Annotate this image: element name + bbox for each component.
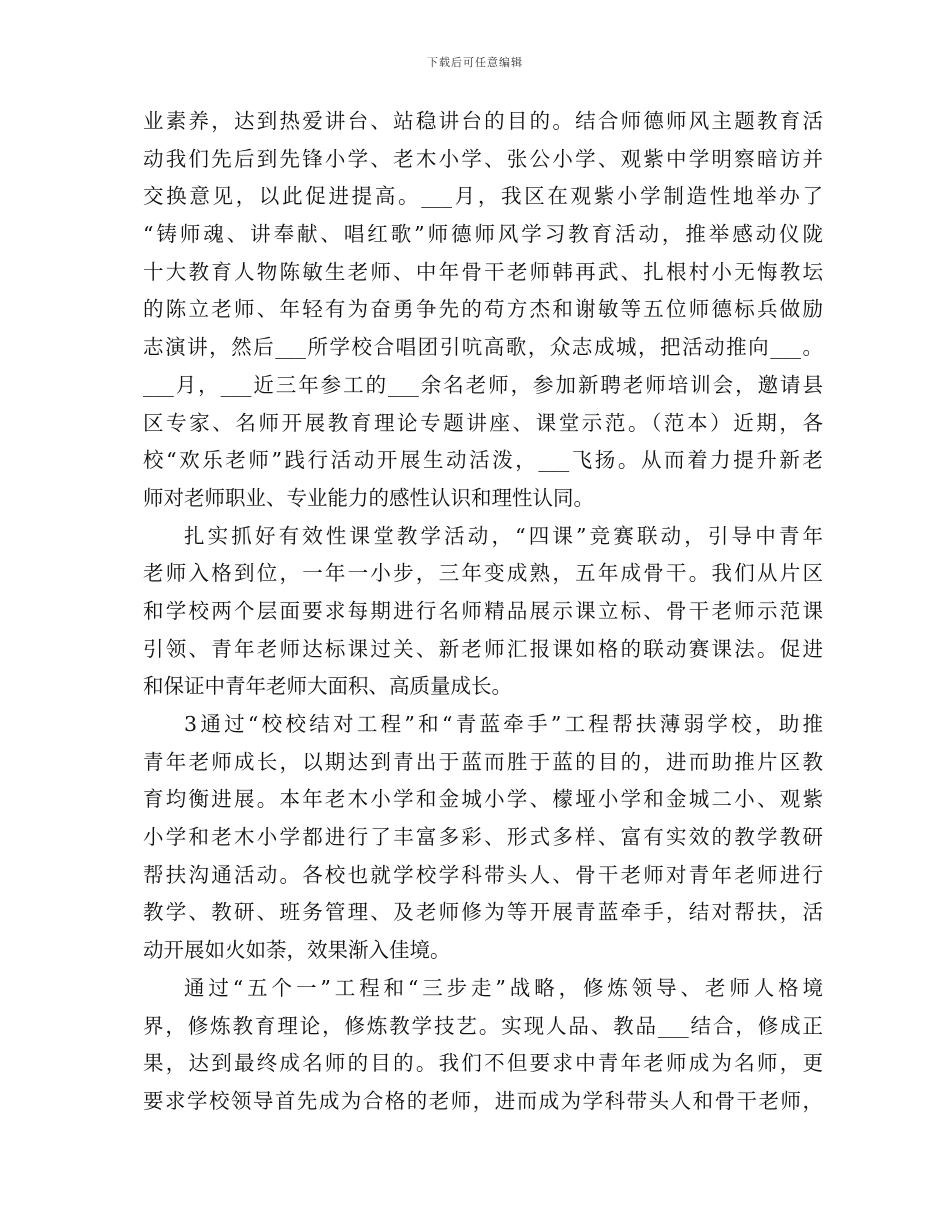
text-line: 教学、教研、班务管理、及老师修为等开展青蓝牵手，结对帮扶，活 [143, 900, 823, 925]
text-line: 十大教育人物陈敏生老师、中年骨干老师韩再武、扎根村小无悔教坛 [143, 259, 823, 284]
page-header: 下载后可任意编辑 [427, 56, 523, 69]
text-line: 动我们先后到先锋小学、老木小学、张公小学、观紫中学明察暗访并 [143, 146, 823, 171]
text-line: 动开展如火如荼，效果渐入佳境。 [143, 938, 451, 963]
text-line: 和保证中青年老师大面积、高质量成长。 [143, 674, 512, 699]
text-line: 帮扶沟通活动。各校也就学校学科带头人、骨干老师对青年老师进行 [143, 862, 823, 887]
text-line: 引领、青年老师达标课过关、新老师汇报课如格的联动赛课法。促进 [143, 636, 823, 661]
text-line: 青年老师成长，以期达到青出于蓝而胜于蓝的目的，进而助推片区教 [143, 749, 823, 774]
text-line: 小学和老木小学都进行了丰富多彩、形式多样、富有实效的教学教研 [143, 825, 823, 850]
text-line: 3通过“校校结对工程”和“青蓝牵手”工程帮扶薄弱学校，助推 [184, 712, 823, 736]
text-line: 区专家、名师开展教育理论专题讲座、课堂示范。（范本）近期，各 [143, 410, 823, 435]
text-line: 和学校两个层面要求每期进行名师精品展示课立标、骨干老师示范课 [143, 598, 823, 623]
text-line: 果，达到最终成名师的目的。我们不但要求中青年老师成为名师，更 [143, 1051, 823, 1076]
text-line: 交换意见，以此促进提高。___月，我区在观紫小学制造性地举办了 [143, 184, 823, 209]
document-body [143, 103, 823, 1121]
text-line: 志演讲，然后___所学校合唱团引吭高歌，众志成城，把活动推向___。 [143, 335, 823, 360]
text-line: 通过“五个一”工程和“三步走”战略，修炼领导、老师人格境 [184, 975, 823, 1000]
text-line: 的陈立老师、年轻有为奋勇争先的苟方杰和谢敏等五位师德标兵做励 [143, 297, 823, 322]
text-line: 校“欢乐老师”践行活动开展生动活泼，___飞扬。从而着力提升新老 [143, 448, 823, 473]
text-line: 要求学校领导首先成为合格的老师，进而成为学科带头人和骨干老师， [143, 1088, 823, 1113]
text-line: 老师入格到位，一年一小步，三年变成熟，五年成骨干。我们从片区 [143, 561, 823, 586]
text-line: 扎实抓好有效性课堂教学活动，“四课”竞赛联动，引导中青年 [184, 523, 823, 548]
text-line: 师对老师职业、专业能力的感性认识和理性认同。 [143, 485, 594, 510]
text-line: 界，修炼教育理论，修炼教学技艺。实现人品、教品___结合，修成正 [143, 1013, 823, 1038]
text-line: ___月，___近三年参工的___余名老师，参加新聘老师培训会，邀请县 [143, 372, 823, 397]
text-line: “铸师魂、讲奉献、唱红歌”师德师风学习教育活动，推举感动仪陇 [143, 222, 823, 247]
text-line: 育均衡进展。本年老木小学和金城小学、檬垭小学和金城二小、观紫 [143, 787, 823, 812]
text-line: 业素养，达到热爱讲台、站稳讲台的目的。结合师德师风主题教育活 [143, 109, 823, 133]
